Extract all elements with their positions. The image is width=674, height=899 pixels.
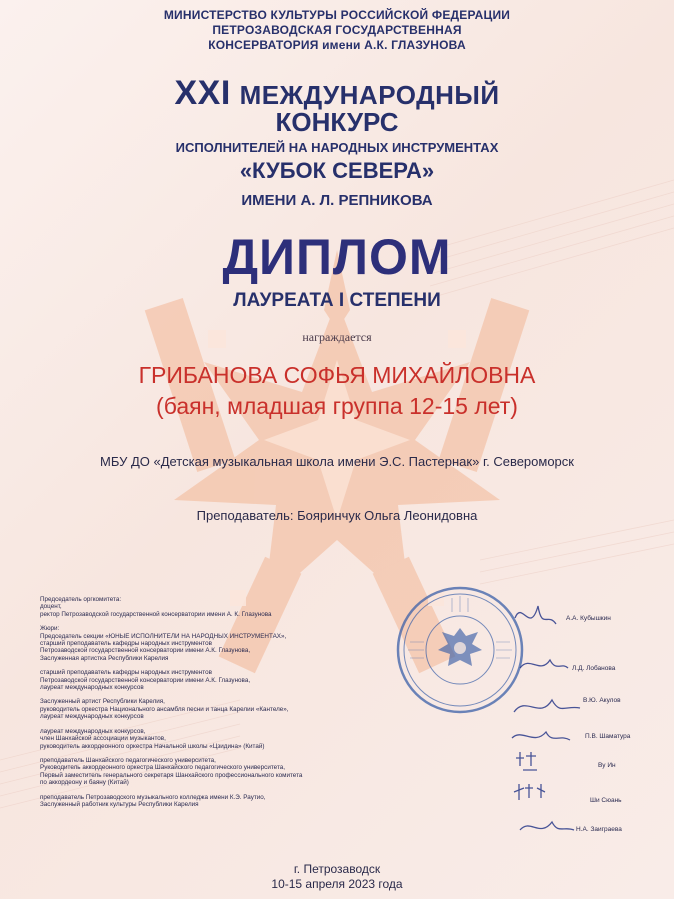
signatory-4: П.В. Шаматура <box>585 733 631 740</box>
winner-name: ГРИБАНОВА СОФЬЯ МИХАЙЛОВНА <box>138 362 536 388</box>
jury-line: старший преподаватель кафедры народных инструментов <box>40 669 212 677</box>
ministry-line: МИНИСТЕРСТВО КУЛЬТУРЫ РОССИЙСКОЙ ФЕДЕРАЦИИ <box>163 8 511 22</box>
jury-line: по аккордеону и баяну (Китай) <box>40 779 129 787</box>
jury-line: Жюри: <box>40 625 60 633</box>
official-seal <box>398 588 522 712</box>
competition-number: XXI <box>174 74 231 112</box>
jury-line: доцент, <box>40 603 62 611</box>
jury-line: старший преподаватель кафедры народных инструментов <box>40 640 212 648</box>
competition-title-part2: КОНКУРС <box>275 107 399 137</box>
awarded-label: награждается <box>302 330 372 344</box>
teacher-name: Преподаватель: Бояринчук Ольга Леонидовна <box>196 508 478 523</box>
jury-line: лауреат международных конкурсов <box>40 713 144 721</box>
jury-line: руководитель оркестра Национального ансамбля песни и танца Карелии «Кантеле», <box>40 705 289 713</box>
jury-line: Председатель секции «ЮНЫЕ ИСПОЛНИТЕЛИ НА НАРОДНЫХ ИНСТРУМЕНТАХ», <box>40 632 287 640</box>
competition-title-part1: МЕЖДУНАРОДНЫЙ <box>239 80 500 110</box>
signatory-7: Н.А. Заиграева <box>576 826 622 833</box>
institution-line2: КОНСЕРВАТОРИЯ имени А.К. ГЛАЗУНОВА <box>208 38 466 52</box>
diploma-title: ДИПЛОМ <box>222 229 452 285</box>
school-name: МБУ ДО «Детская музыкальная школа имени Э.С. Пастернак» г. Североморск <box>100 454 574 469</box>
jury-line: Петрозаводской государственной консерватории имени А.К. Глазунова, <box>40 647 251 655</box>
signatory-3: В.Ю. Акулов <box>583 697 621 704</box>
jury-line: Заслуженная артистка Республики Карелия <box>40 654 169 662</box>
jury-line: Заслуженный работник культуры Республики Карелия <box>40 800 199 808</box>
jury-line: Председатель оргкомитета: <box>40 596 122 603</box>
signatory-2: Л.Д. Лобанова <box>572 665 616 672</box>
signatory-6: Ши Сюань <box>590 797 622 804</box>
jury-line: Петрозаводской государственной консерватории имени А.К. Глазунова, <box>40 676 251 684</box>
jury-line: Первый заместитель генерального секретаря Шанхайского профессионального комитета <box>40 771 303 779</box>
jury-line: Руководитель аккордеонного оркестра Шанхайского педагогического университета, <box>40 764 286 772</box>
competition-name: «КУБОК СЕВЕРА» <box>239 158 435 183</box>
jury-line: руководитель аккордеонного оркестра Начальной школы «Цзидина» (Китай) <box>40 742 265 750</box>
jury-line: преподаватель Петрозаводского музыкального колледжа имени К.Э. Раутио, <box>40 793 266 801</box>
diploma-degree: ЛАУРЕАТА I СТЕПЕНИ <box>233 290 441 311</box>
competition-subtitle: ИСПОЛНИТЕЛЕЙ НА НАРОДНЫХ ИНСТРУМЕНТАХ <box>175 140 499 155</box>
institution-line1: ПЕТРОЗАВОДСКАЯ ГОСУДАРСТВЕННАЯ <box>212 23 462 37</box>
signatory-5: Ву Ин <box>598 762 616 769</box>
footer <box>0 862 674 892</box>
competition-named-after: ИМЕНИ А. Л. РЕПНИКОВА <box>241 192 433 209</box>
footer-dates: 10-15 апреля 2023 года <box>271 877 403 891</box>
signatory-1: А.А. Кубышкин <box>566 615 611 622</box>
jury-line: лауреат международных конкурсов, <box>40 727 146 735</box>
jury-line: член Шанхайской ассоциации музыкантов, <box>40 735 166 743</box>
footer-city: г. Петрозаводск <box>293 862 381 876</box>
jury-line: преподаватель Шанхайского педагогического университета, <box>40 756 216 764</box>
winner-category: (баян, младшая группа 12-15 лет) <box>156 393 518 419</box>
jury-line: Заслуженный артист Республики Карелия, <box>40 698 165 706</box>
jury-line: ректор Петрозаводской государственной консерватории имени А. К. Глазунова <box>40 610 272 618</box>
jury-line: лауреат международных конкурсов <box>40 684 144 692</box>
